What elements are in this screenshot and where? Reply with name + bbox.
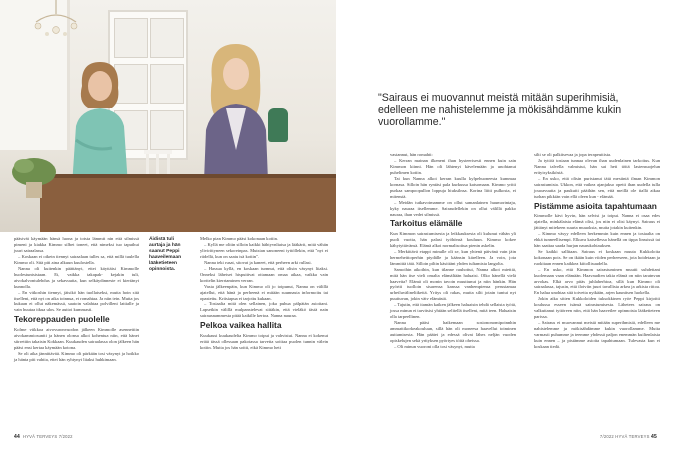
- magazine-name: 7/2022 HYVÄ TERVEYS: [599, 434, 650, 439]
- paragraph: – En usko, että Kimmon sairastuminen muutti suhdettani kuolemaan vaan elämään. Haavaudien takia elämä on niin taratnvan arvokas. Elkä arvo pitäs juhlaherhtoa, sillä kun Kimmo oli sairaalassa, tajusin, että iloiviin juuri tavallista arkea ja arkista rittoa. En halua unohtaa sitä toivetta nytkään, arjen kaunitsen luokella.: [534, 266, 660, 296]
- subheading: Tarkoitus elämälle: [390, 218, 463, 229]
- paragraph: Tai kun Nanna alkoi kerran kuulla kylpehuoneesta kummaa kornasa. Silloin hän ryntäsi pala kurkussa katsomaan. Kimmo yritti purkaa sampoopullon loppuja hiuksilnsa. Korina liitti pulkosta, ei mitenstä.: [390, 175, 516, 199]
- paragraph: – Kerran mainan ilkeneni ihan hysteerisesti ennen kuin sain Kimmon kiinni. Hän oli lähtenyt kävelemään ja unohtanut puhelimen kotiin.: [390, 157, 516, 175]
- photo-caption: Äidistä tuli aurtaja ja hän saanut Peppi haaveilemaan lääketieteen opinnoista.: [149, 237, 182, 272]
- paragraph: – Koskaan ei oiketn tiennyt sairaalaan tulles sa, että millä tuulella Kimmo oli. Sitä piti aina alkuun kuulostella.: [14, 253, 139, 265]
- paragraph: – Hassua kyllä, en koskaan turnnut, että olisin väsynyt liiaksi. Onneksi läheiset hispuittvat ottamaan omaa aikaa, vaikka vain korttelin kierrtaminen verran.: [200, 265, 328, 283]
- chandelier-icon: [28, 0, 84, 44]
- footer-right: [600, 434, 660, 440]
- paragraph: Vasta jälkeenpäin, kun Kimmo oli jo toipunut, Nanna on välillä ajatellut, että hänä ja perheenä ei mitään suunnasta informoitu tai opastettu. Kriisiapua ei tarjottu kukaan.: [200, 283, 328, 301]
- text-column-3: [390, 152, 516, 350]
- paragraph: – Tajutin, että itamän kaiken jälkeen haluaisin tehdä sellaista työtä, jossa minun ei tarvitsisi yhtään selitellä itselleni, mitä teen. Haluaisin olla tarpeellinen.: [390, 302, 516, 320]
- paragraph: Jokin aika sitten Kukkoloiden tuksokkinen ryöe Peppi kirjoitti koulussa esseen isänsä sairastumisesta. Lähetees sairaus on valkuttanut tyttöreen niin, että hän haaveilee opinnoista lääketieteen parissa.: [534, 296, 660, 320]
- paragraph: – Kyllä me olitin silloin kaikki hähtyvnliaisa ja lääkärit, mitä vähän ylivirittyneen sekoreinpas. Mutstan sanoneeni tyttöllekin, että "nyt ei riidellä, kun on saatu isä kotiin".: [200, 241, 328, 259]
- wooden-table: [40, 178, 336, 232]
- magazine-name: HYVÄ TERVEYS 7/2022: [22, 434, 73, 439]
- woman-in-green-sweater: [62, 56, 134, 186]
- paragraph: – Oli minun vuoroni olla tosi väsynyt, mutta: [394, 344, 475, 349]
- paragraph: – Merkittävä etappi minulle oli se, kun yhtenä päivänä vain jäin hermeheittoperhin ptydälle ja käänsin kärelleen. Ja voin, jota lämmittä tätä. Silloin piltin käsittänt yhden tultamista langolta.: [390, 248, 516, 266]
- paragraph: Kolme viikkoa aivovuronvuodon jälkeen Kimmolle asennettiin aivokammiosuntti ja hänen olonsa alkoi kohentua niin, että hänet siirrettiin takaisin Kokkaan. Kuukauden sairaalassa olon jälkeen hän pääsi ensi kertaa käymään kotona.: [14, 326, 139, 350]
- paragraph: Nanna teki rusat, sitovat ja kaneet, että perheen arki rullasi.: [204, 259, 312, 265]
- text-column-1: [14, 236, 139, 363]
- paragraph: Nanna oli kuitenkin päättänyt, ettei käyttäisi Kimmolle huolestuntsistaan. Ei, vaikka takapak- kejakin tuli, aivokalvontulehdus ja sekavuutta, kun selkäydinneste ei kiertänyt kunnolla.: [14, 265, 139, 289]
- paragraph: – En usko, että olisin puristanut tätä mestintä ilman Kimmon sairastumista. Ukkon, että vaikea ajanjakso opetti ihan uudella tulla jouoavuutta ja paukutti pääihän sen, että meillä ole tiallä aikaa turhan pikkiän vain ellä oleen kun - elämää.: [534, 175, 660, 199]
- footer-left: [14, 434, 73, 440]
- paragraph: Se oli aika jännittävää. Kimmo oli pärkään tosi väsynyt ja hoikko ja hänta piti vahtia, ettei hän ryhtynyt liiaksi huhkimaan.: [14, 350, 139, 362]
- paragraph: – Kimmo väsyy edelleen herkemmin kuin ennen ja tosiaalta on ehkä tunneellisempi. Elkuva katsellessa hänellä on tippa linssissä tai hän saattaa saada hurjan naurukohtauksen.: [534, 230, 660, 248]
- paragraph: Se kaikki sallitaan. Sairaus ei koskaan muuta Kukkoloita kokonaan pois. Se on ikään kuin viiden perheeseen, jota hoidetaan ja ruokitaan ennen kaikkea kiitollisuudella.: [534, 248, 660, 266]
- subheading: Tekoreppauden puolelle: [14, 314, 110, 325]
- paragraph: – Meidän tutkavoimamme on ollut samanlainen huumorintaju, kyky nauraa itsellemme. Sairaudellekin on ollut välillä pakko nauraa, ihan vedet silmissä.: [390, 199, 516, 217]
- paragraph: Kimmolle kävi hyvin, hän selvisi ja toipui. Nanna ei osaa edes ajatella, minkälaista elämä olisi, jos niin ei olisi käynyt. Sairaus ei jättänyt mitekeen suurta muuoksia, mutta jotakin kuitenkin.: [534, 213, 660, 230]
- text-column-4: [534, 152, 660, 350]
- photo-two-women-kitchen: [0, 0, 336, 232]
- plant-icon: [4, 150, 64, 200]
- paragraph: Nanna pääsi haikemaan sosiononomipoinnhin ammattikorkeakouluun, sillä hän oli moneesa haavellut toiminen auttamisesta. Hän päätei ja edessä olivat lähes neljän vuoden opiskelujen sekä yrityksen pyörtyes töitä oheissa.: [390, 320, 516, 344]
- page-number: 45: [651, 434, 657, 440]
- paragraph: Kun Kimmon sairastumisesta ja leikkauksesta oli kulunut vähän yli puoli vuotta, hän palasi työhönsä kouluun. Kimmo kokee kähytyttävänsä. Elämä alkoi normalisoitua pienin askelin.: [390, 230, 516, 248]
- subheading: Pelkoa vaikea hallita: [200, 320, 282, 331]
- paragraph: Samoihin aikoihin, kun ttlanne rauhottui, Nanna alkoi miettiä, mitä hän itse vieli omalta elämältään haluaisi. Olko hänellä vielä haaveita? Elämä oli monin tavoin muuttunut ja niin hänkin. Hän pyörtti tuolloin sisarensa kanssa vanhempiensa perustamaa urheiluvälineliikettä. Yritys oli rakas, mutta silti jotain tuntui nyt puuttuvan, jokin vätv elämästä.: [390, 266, 516, 302]
- pull-quote: "Sairaus ei muovannut meistä mitään superihmisiä, edelleen me nahistelemme ja mökisähdämme kukin vuorollamme.": [378, 92, 622, 129]
- paragraph: vastannut, hän romahti:: [390, 152, 433, 157]
- subheading: Pistämme asioita tapahtumaan: [534, 200, 657, 211]
- text-column-2: [200, 236, 328, 351]
- paragraph: Ja tyttöä tosiaan tunnaa olevan ihan uudenlainen tarkoitus. Kun Nanna talvella valmistui, hän sai heti töitä lastensuojelun erityisyksiköstä.: [534, 157, 660, 175]
- paragraph: päästvät käymään hänsä luona ja totsta lämmtt nin että silmissä pimeni ja kiakka Kimmo silbet toneet, että nimeksi tuo taputhui juuri sairaalassa.: [14, 236, 139, 253]
- paragraph: – En vitkoshin tiennyt, jäisikö hän tuollaiseksi, mutta hoin sitä itselleni, että nyt on aika toinnua, et romahtaa. Ja niin tein. Mutta jos kukaan ei ollut näkemässä, saatoin valahtaa polvilleni lattialle ja vain huutaa itkua ulos. Se auttoi kummasti.: [14, 289, 139, 313]
- paragraph: – Sairaus ei muovannut meistä mitään superihmisiä, edelleen me nahistelemme ja mökisähdämme kukin vuorollamme. Mutta varmasti puhumme ja teemme yhdessä paljon enemmän kuiltenlaisia kuin ennen – ja pistämme asioita tapahtumaan. Tulevasta kun ei koskaan tiedä.: [534, 320, 660, 349]
- paragraph: silti se oli palkitsevaa ja jopa terapeuttista.: [534, 152, 612, 157]
- paragraph: Melko pian Kimmo pääsi kokonaan kotiin.: [200, 236, 279, 241]
- paragraph: Kuukausi kuukaudelta Kimmo toipui ja vahvistui. Nanna ei kokenut eriää tässä ollessaan pakotassa tarvetta soittaa puolen tunnin välein kotiin. Mutta jos hän soitti, eikä Kimmo heti: [200, 332, 328, 350]
- paragraph: – Tosiaalta mitä olen sellainen, joka puhua pälpätän asioitani. Lapsetkin välillä mulpanstelevat siitäkin, että vieläkö tästä nain sairausnammesta pitää kaikille kertoa. Nanna nauraa.: [200, 301, 328, 319]
- page-number: 44: [14, 434, 20, 440]
